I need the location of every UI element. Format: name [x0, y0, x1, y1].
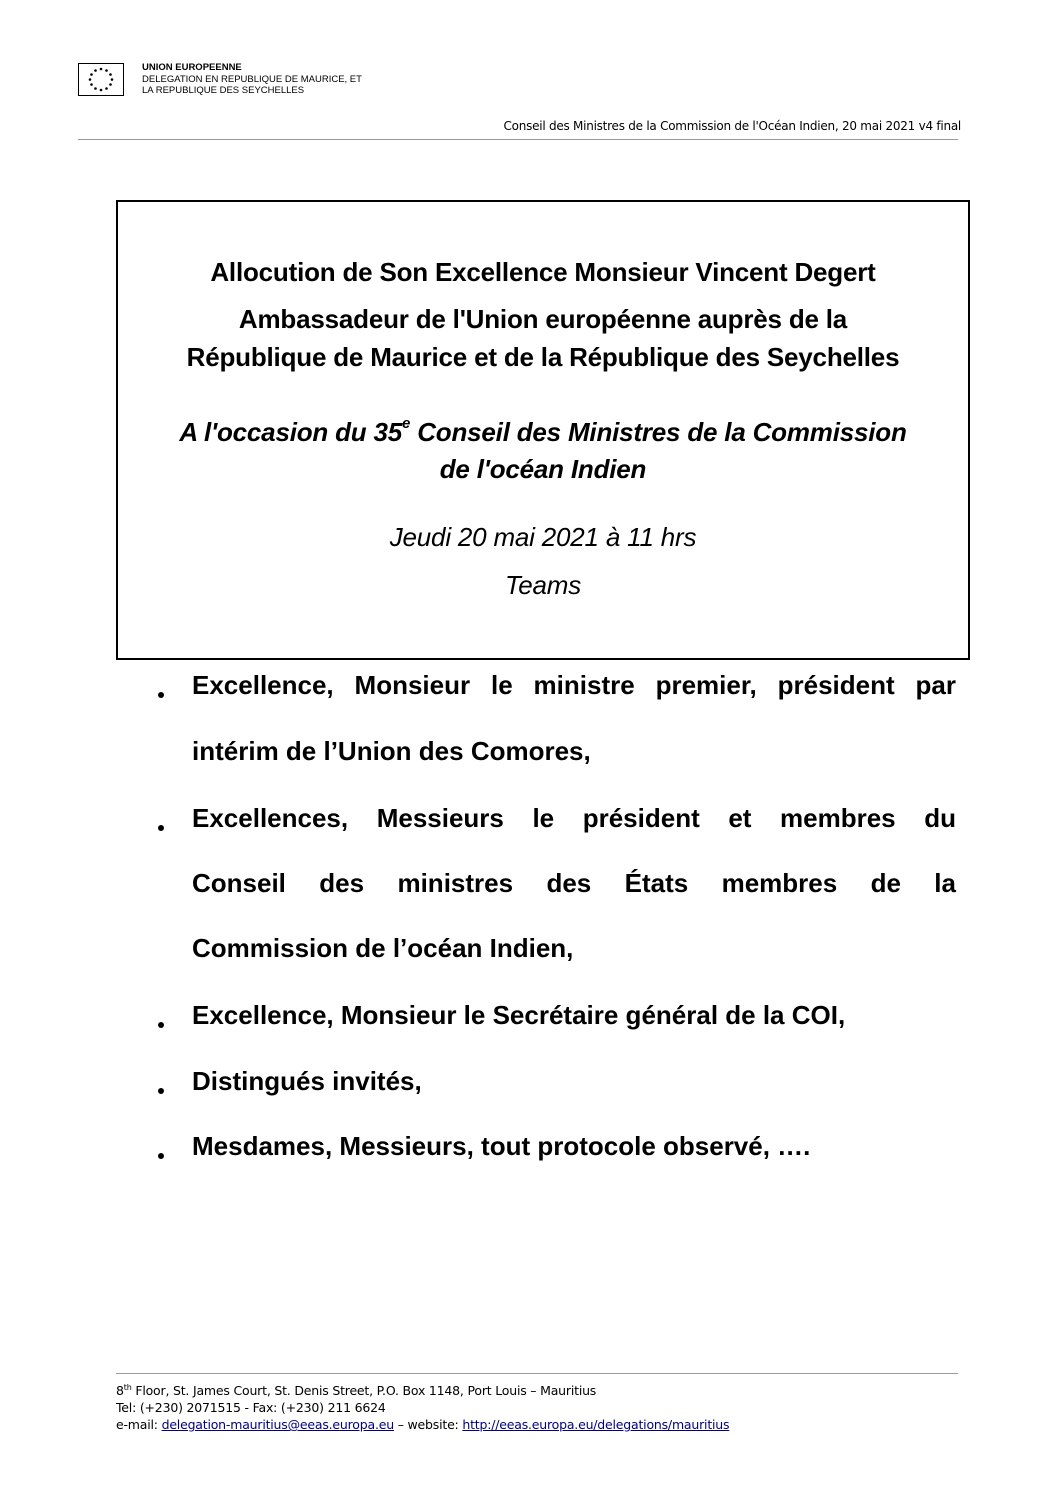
delegation-line-2: LA REPUBLIQUE DES SEYCHELLES [142, 85, 305, 96]
salutation-line: Distingués invités, [192, 1066, 422, 1096]
email-label: e-mail: [116, 1417, 162, 1433]
header-divider [78, 139, 958, 140]
salutation-line: Excellence, Monsieur le ministre premier, président par [192, 670, 956, 700]
bullet-icon [158, 1022, 164, 1028]
floor-ordinal: th [123, 1383, 132, 1392]
footer-address [116, 1379, 729, 1399]
event-venue: Teams [504, 570, 582, 600]
website-link[interactable]: http://eeas.europa.eu/delegations/mauritius [462, 1417, 730, 1433]
email-link[interactable]: delegation-mauritius@eeas.europa.eu [161, 1417, 394, 1433]
document-reference: Conseil des Ministres de la Commission de l'Océan Indien, 20 mai 2021 v4 final [503, 119, 961, 133]
role-line-1: Ambassadeur de l'Union européenne auprès de la [238, 304, 848, 334]
bullet-icon [158, 825, 164, 831]
website-label: – website: [393, 1417, 463, 1433]
footer-contact [116, 1416, 729, 1433]
delegation-line-1: DELEGATION EN REPUBLIQUE DE MAURICE, ET [142, 73, 362, 85]
footer-divider [116, 1373, 958, 1374]
occasion-suffix: Conseil des Ministres de la Commission [410, 417, 907, 447]
floor-number: 8 [116, 1383, 124, 1399]
letterhead-organisation [142, 62, 362, 97]
footer-phone-fax: Tel: (+230) 2071515 - Fax: (+230) 211 6624 [116, 1400, 386, 1416]
eu-flag-icon [78, 63, 124, 96]
bullet-icon [158, 1088, 164, 1094]
occasion-line-1 [118, 417, 968, 448]
salutation-line: Commission de l’océan Indien, [192, 933, 574, 963]
occasion-prefix: A l'occasion du 35 [179, 417, 403, 447]
footer [116, 1379, 729, 1433]
salutation-line: Conseil des ministres des États membres de la [192, 868, 956, 898]
org-name: UNION EUROPEENNE [142, 62, 242, 73]
salutation-line: Excellence, Monsieur le Secrétaire général de la COI, [192, 1000, 846, 1030]
speech-title: Allocution de Son Excellence Monsieur Vincent Degert [210, 257, 876, 287]
salutation-line: Excellences, Messieurs le président et membres du [192, 803, 956, 833]
role-line-2: République de Maurice et de la République des Seychelles [186, 342, 900, 372]
occasion-line-2: de l'océan Indien [439, 454, 647, 484]
title-box [116, 200, 970, 660]
salutation-line: intérim de l’Union des Comores, [192, 736, 591, 766]
bullet-icon [158, 1153, 164, 1159]
occasion-ordinal: e [402, 415, 411, 432]
address-text: Floor, St. James Court, St. Denis Street, P.O. Box 1148, Port Louis – Mauritius [131, 1383, 597, 1399]
event-date: Jeudi 20 mai 2021 à 11 hrs [389, 522, 697, 552]
bullet-icon [158, 692, 164, 698]
salutation-line: Mesdames, Messieurs, tout protocole observé, …. [192, 1131, 811, 1161]
